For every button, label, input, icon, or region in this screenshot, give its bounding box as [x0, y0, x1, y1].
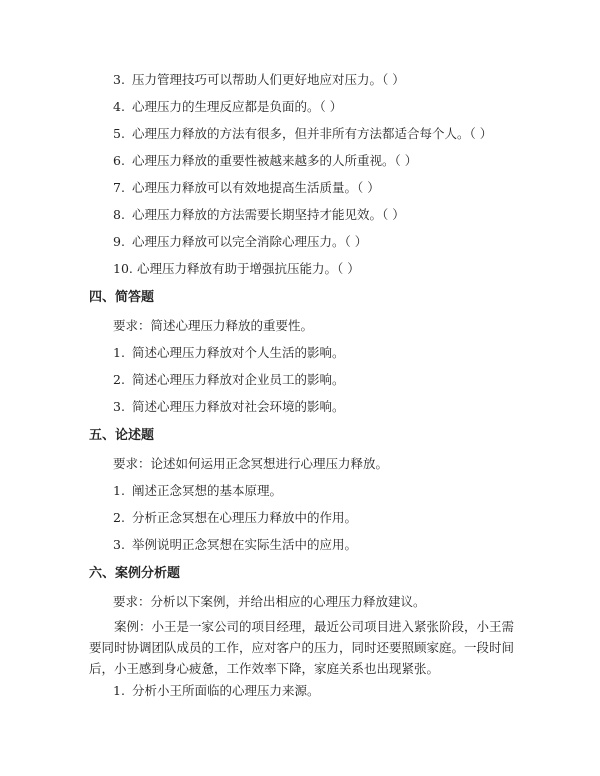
item-number: 9.	[113, 234, 125, 249]
item-number: 3.	[113, 399, 125, 414]
tf-item-8	[113, 207, 405, 223]
item-number: 3.	[113, 537, 125, 552]
tf-item-5	[113, 126, 492, 142]
section4-item-2	[113, 372, 345, 388]
item-number: 2.	[113, 510, 125, 525]
item-text: 心理压力释放的方法有很多，但并非所有方法都适合每个人。（ ）	[132, 126, 493, 141]
item-text: 心理压力释放有助于增强抗压能力。（ ）	[137, 261, 360, 276]
item-number: 10.	[113, 261, 133, 276]
section5-item-2	[113, 510, 357, 526]
item-text: 心理压力释放可以完全消除心理压力。（ ）	[132, 234, 368, 249]
item-number: 7.	[113, 180, 125, 195]
item-number: 1.	[113, 483, 125, 498]
tf-item-3	[113, 72, 405, 88]
item-number: 2.	[113, 372, 125, 387]
item-number: 6.	[113, 153, 125, 168]
item-number: 3.	[113, 72, 125, 87]
item-number: 5.	[113, 126, 125, 141]
item-text: 心理压力释放的方法需要长期坚持才能见效。（ ）	[132, 207, 405, 222]
item-text: 简述心理压力释放对企业员工的影响。	[132, 372, 345, 387]
tf-item-10	[113, 261, 360, 277]
item-text: 阐述正念冥想的基本原理。	[132, 483, 283, 498]
item-text: 心理压力的生理反应都是负面的。（ ）	[132, 99, 343, 114]
section4-item-1	[113, 345, 345, 361]
section-heading-essay: 五、论述题	[89, 428, 155, 443]
item-number: 1.	[113, 683, 125, 698]
section6-item-1	[113, 683, 320, 699]
item-number: 4.	[113, 99, 125, 114]
item-text: 举例说明正念冥想在实际生活中的应用。	[132, 537, 358, 552]
item-text: 压力管理技巧可以帮助人们更好地应对压力。（ ）	[132, 72, 405, 87]
case-paragraph: 案例：小王是一家公司的项目经理，最近公司项目进入紧张阶段，小王需要同时协调团队成员的工作，应对客户的压力，同时还要照顾家庭。一段时间后，小王感到身心疲惫，工作效率下降，家庭关系也出现紧张。	[89, 619, 515, 676]
section5-item-1	[113, 483, 282, 499]
item-text: 简述心理压力释放对社会环境的影响。	[132, 399, 345, 414]
item-text: 分析小王所面临的心理压力来源。	[132, 683, 320, 698]
section-heading-case-analysis: 六、案例分析题	[89, 566, 181, 581]
tf-item-6	[113, 153, 417, 169]
item-text: 心理压力释放可以有效地提高生活质量。（ ）	[132, 180, 380, 195]
section5-item-3	[113, 537, 357, 553]
section-heading-short-answer: 四、简答题	[89, 290, 155, 305]
item-number: 1.	[113, 345, 125, 360]
section6-requirement: 要求：分析以下案例，并给出相应的心理压力释放建议。	[113, 594, 426, 609]
section5-requirement: 要求：论述如何运用正念冥想进行心理压力释放。	[113, 456, 389, 471]
item-text: 心理压力释放的重要性被越来越多的人所重视。（ ）	[132, 153, 418, 168]
section4-requirement: 要求：简述心理压力释放的重要性。	[113, 318, 314, 333]
tf-item-4	[113, 99, 342, 115]
item-number: 8.	[113, 207, 125, 222]
tf-item-7	[113, 180, 380, 196]
section4-item-3	[113, 399, 345, 415]
item-text: 简述心理压力释放对个人生活的影响。	[132, 345, 345, 360]
item-text: 分析正念冥想在心理压力释放中的作用。	[132, 510, 358, 525]
tf-item-9	[113, 234, 367, 250]
